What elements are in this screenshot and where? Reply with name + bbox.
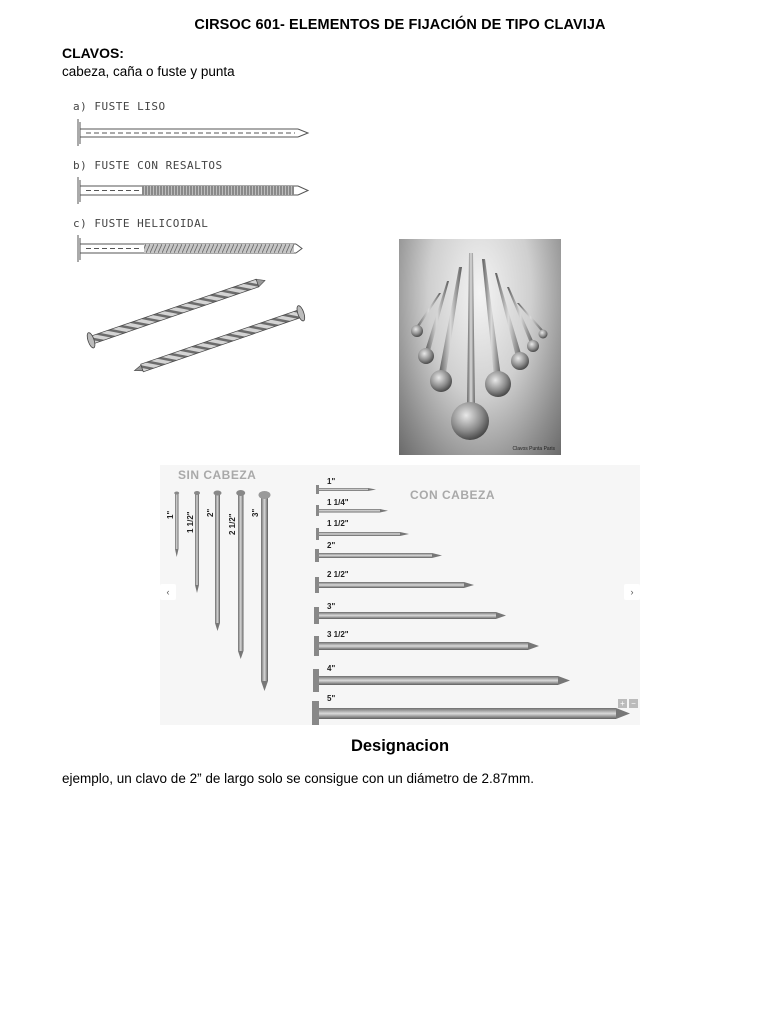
without-head-title: SIN CABEZA	[178, 468, 257, 482]
with-head-size-label: 3"	[327, 602, 336, 611]
headless-nail	[174, 492, 179, 558]
without-head-size-label: 2 1/2"	[228, 513, 237, 535]
with-head-size-label: 2"	[327, 541, 336, 550]
headless-nail	[259, 491, 271, 691]
without-head-size-label: 2"	[206, 508, 215, 517]
example-text: ejemplo, un clavo de 2” de largo solo se consigue con un diámetro de 2.87mm.	[62, 771, 535, 786]
shank-diagrams-drawing	[70, 100, 320, 375]
chevron-left-icon: ‹	[166, 587, 170, 597]
with-head-size-label: 5"	[327, 694, 336, 703]
nails-photo	[399, 239, 561, 455]
with-head-size-label: 3 1/2"	[327, 630, 349, 639]
headed-nail	[316, 505, 388, 516]
headed-nail	[312, 701, 630, 725]
with-head-size-label: 1 1/4"	[327, 498, 349, 507]
without-head-size-label: 3"	[251, 508, 260, 517]
zoom-in-button[interactable]	[618, 699, 627, 708]
headed-nail	[315, 577, 474, 593]
zoom-out-button[interactable]	[629, 699, 638, 708]
with-head-size-label: 2 1/2"	[327, 570, 349, 579]
nails-photo-drawing	[399, 239, 561, 455]
carousel-next-button[interactable]	[624, 584, 640, 600]
with-head-size-label: 1 1/2"	[327, 519, 349, 528]
without-head-size-label: 1 1/2"	[186, 511, 195, 533]
photo-caption: Clavos Punta Paris	[512, 446, 555, 452]
document-title: CIRSOC 601- ELEMENTOS DE FIJACIÓN DE TIPO CLAVIJA	[194, 17, 606, 33]
with-head-title: CON CABEZA	[410, 488, 495, 502]
with-head-size-label: 1"	[327, 477, 336, 486]
designation-heading: Designacion	[350, 737, 450, 755]
headless-nail	[236, 490, 245, 659]
shank-label-smooth: a) FUSTE LISO	[73, 100, 166, 113]
smooth-shank-nail	[78, 119, 308, 146]
chevron-right-icon: ›	[630, 587, 634, 597]
plus-icon: +	[620, 699, 625, 708]
carousel-prev-button[interactable]	[160, 584, 176, 600]
headed-nail	[314, 607, 506, 624]
nail-sizes-drawing	[160, 465, 640, 725]
nail-sizes-panel	[160, 465, 640, 725]
headed-nail	[314, 636, 539, 656]
with-head-size-label: 4"	[327, 664, 336, 673]
ringed-shank-nail	[78, 177, 308, 204]
headless-nail	[214, 491, 222, 632]
clavos-parts-text: cabeza, caña o fuste y punta	[62, 64, 235, 79]
headed-nail	[313, 669, 570, 692]
headed-nail	[316, 528, 409, 540]
shank-label-ringed: b) FUSTE CON RESALTOS	[73, 159, 223, 172]
without-head-size-label: 1"	[166, 510, 175, 519]
clavos-heading: CLAVOS:	[62, 45, 124, 61]
headed-nail	[316, 485, 376, 494]
shank-label-helical: c) FUSTE HELICOIDAL	[73, 217, 209, 230]
headed-nail	[315, 549, 442, 562]
headless-nail	[194, 491, 200, 593]
minus-icon: −	[631, 699, 636, 708]
helical-shank-nail	[78, 235, 302, 262]
